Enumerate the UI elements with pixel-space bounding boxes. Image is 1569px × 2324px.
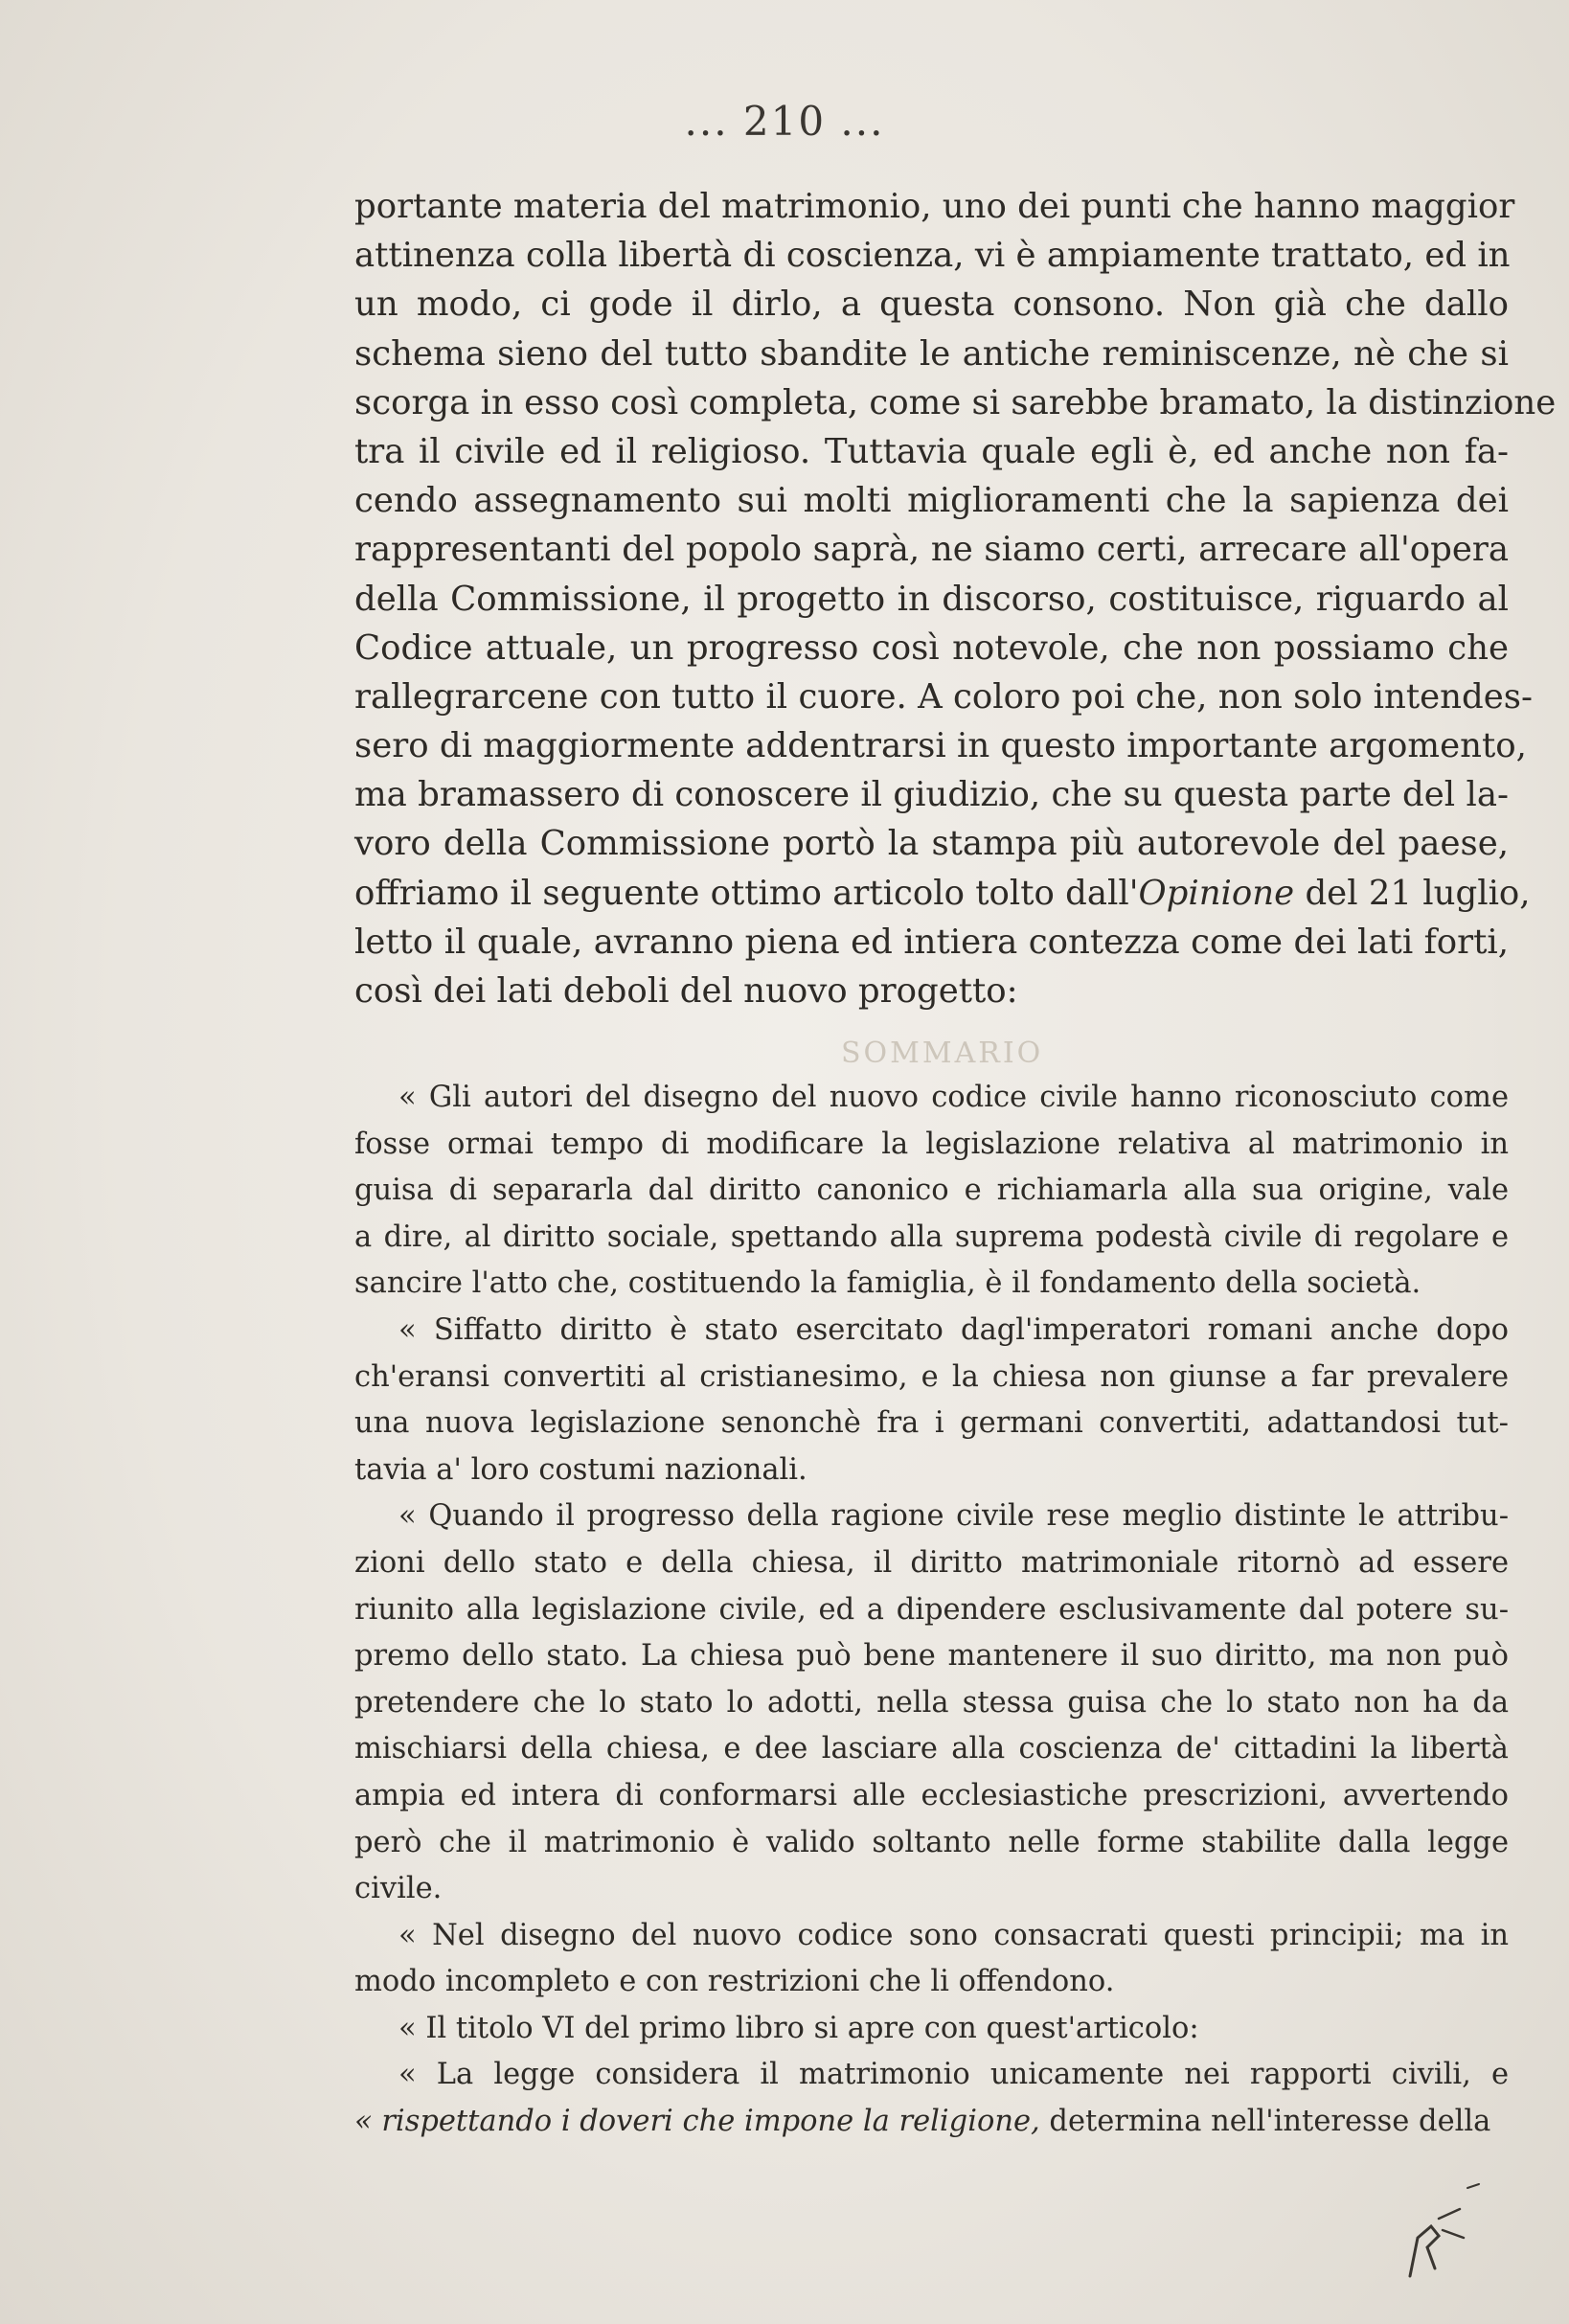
body-line: portante materia del matrimonio, uno dei punti che hanno maggior xyxy=(354,187,1515,226)
quote-line: mischiarsi della chiesa, e dee lasciare alla coscienza de' cittadini la libertà xyxy=(354,1732,1509,1766)
quote-line: tavia a' loro costumi nazionali. xyxy=(354,1452,807,1487)
newspaper-title: Opinione xyxy=(1138,873,1295,913)
body-line: attinenza colla libertà di coscienza, vi è ampiamente trattato, ed in xyxy=(354,236,1511,276)
header-bleed-text: SOMMARIO xyxy=(841,1037,1044,1070)
quote-line: ampia ed intera di conformarsi alle ecclesiastiche prescrizioni, avvertendo xyxy=(354,1778,1509,1812)
quoted-clause: « rispettando i doveri che impone la religione, xyxy=(354,2105,1040,2139)
quote-line: « Siffatto diritto è stato esercitato dagl'imperatori romani anche dopo xyxy=(398,1312,1509,1347)
quote-line: ch'eransi convertiti al cristianesimo, e la chiesa non giunse a far prevalere xyxy=(354,1359,1509,1394)
body-text xyxy=(354,182,1557,1015)
quote-line: « Gli autori del disegno del nuovo codice civile hanno riconosciuto come xyxy=(398,1081,1509,1114)
quote-line: a dire, al diritto sociale, spettando alla suprema podestà civile di regolare e xyxy=(354,1219,1509,1254)
quote-line: zioni dello stato e della chiesa, il diritto matrimoniale ritornò ad essere xyxy=(354,1545,1509,1580)
body-line: cendo assegnamento sui molti miglioramenti che la sapienza dei xyxy=(354,481,1509,521)
body-line: scorga in esso così completa, come si sarebbe bramato, la distinzione xyxy=(354,382,1557,422)
quote-line: una nuova legislazione senonchè fra i germani convertiti, adattandosi tut- xyxy=(354,1406,1509,1441)
quote-line: guisa di separarla dal diritto canonico e richiamarla alla sua origine, vale xyxy=(354,1173,1509,1208)
quote-line: pretendere che lo stato lo adotti, nella stessa guisa che lo stato non ha da xyxy=(354,1685,1509,1720)
body-line: ma bramassero di conoscere il giudizio, che su questa parte del la- xyxy=(354,775,1509,815)
body-line-citation xyxy=(354,869,1531,918)
body-line: tra il civile ed il religioso. Tuttavia quale egli è, ed anche non fa- xyxy=(354,431,1509,471)
quote-line: riunito alla legislazione civile, ed a dipendere esclusivamente dal potere su- xyxy=(354,1592,1509,1627)
quote-line: « Il titolo VI del primo libro si apre con quest'articolo: xyxy=(398,2011,1199,2045)
citation-date: del 21 luglio, xyxy=(1294,873,1531,913)
body-line: Codice attuale, un progresso così notevole, che non possiamo che xyxy=(354,627,1509,668)
quote-line: premo dello stato. La chiesa può bene mantenere il suo diritto, ma non può xyxy=(354,1639,1509,1674)
body-line: così dei lati deboli del nuovo progetto: xyxy=(354,971,1018,1011)
quoted-article xyxy=(354,1075,1509,2146)
library-stamp-mark xyxy=(1372,2180,1487,2286)
page-number: ... 210 ... xyxy=(684,98,885,145)
citation-lead: offriamo il seguente ottimo articolo tolto dall' xyxy=(354,873,1139,913)
body-line: della Commissione, il progetto in discorso, costituisce, riguardo al xyxy=(354,579,1509,619)
quote-line: fosse ormai tempo di modificare la legislazione relativa al matrimonio in xyxy=(354,1127,1509,1161)
body-line: sero di maggiormente addentrarsi in questo importante argomento, xyxy=(354,726,1527,766)
quote-line: « Quando il progresso della ragione civile rese meglio distinte le attribu- xyxy=(398,1499,1509,1534)
body-line: schema sieno del tutto sbandite le antiche reminiscenze, nè che si xyxy=(354,333,1509,374)
quote-continuation: determina nell'interesse della xyxy=(1039,2105,1491,2139)
quote-line: « Nel disegno del nuovo codice sono consacrati questi principii; ma in xyxy=(398,1918,1509,1952)
body-line: voro della Commissione portò la stampa più autorevole del paese, xyxy=(354,824,1509,864)
quote-line: civile. xyxy=(354,1872,443,1906)
body-line: letto il quale, avranno piena ed intiera contezza come dei lati forti, xyxy=(354,922,1509,962)
body-line: un modo, ci gode il dirlo, a questa consono. Non già che dallo xyxy=(354,285,1509,325)
body-line: rappresentanti del popolo saprà, ne siamo certi, arrecare all'opera xyxy=(354,530,1509,570)
quote-line: modo incompleto e con restrizioni che li offendono. xyxy=(354,1965,1115,1999)
quote-line: sancire l'atto che, costituendo la famiglia, è il fondamento della società. xyxy=(354,1266,1421,1301)
quote-line-italic xyxy=(354,2099,1509,2146)
quote-line: « La legge considera il matrimonio unicamente nei rapporti civili, e xyxy=(398,2058,1509,2092)
quote-line: però che il matrimonio è valido soltanto nelle forme stabilite dalla legge xyxy=(354,1825,1509,1859)
body-line: rallegrarcene con tutto il cuore. A coloro poi che, non solo intendes- xyxy=(354,676,1533,717)
